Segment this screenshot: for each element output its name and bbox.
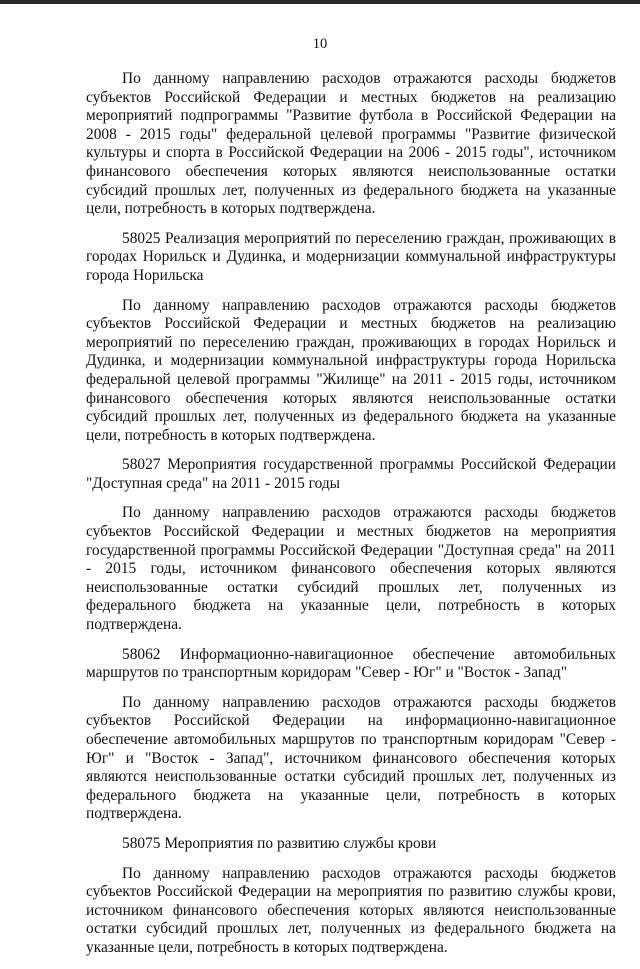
heading-58062: 58062 Информационно-навигационное обеспечение автомобильных маршрутов по транспортным коридорам "Север - Юг" и "Восток - Запад" bbox=[86, 645, 616, 682]
document-body bbox=[86, 70, 616, 969]
heading-58027: 58027 Мероприятия государственной программы Российской Федерации "Доступная среда" на 2011 - 2015 годы bbox=[86, 456, 616, 492]
paragraph-accessible-environment-expenses: По данному направлению расходов отражаются расходы бюджетов субъектов Российской Федерации и местных бюджетов на мероприятия государственной программы Российской Федерации "Доступная среда" на 2011 - 2015 годы, источником финансового обеспечения которых являются неиспользованные остатки субсидий прошлых лет, полученных из федерального бюджета на указанные цели, потребность в которых подтверждена. bbox=[86, 504, 616, 634]
heading-58025: 58025 Реализация мероприятий по переселению граждан, проживающих в городах Норильск и Дудинка, и модернизации коммунальной инфраструктуры города Норильска bbox=[86, 229, 616, 284]
heading-58075: 58075 Мероприятия по развитию службы крови bbox=[122, 834, 437, 852]
paragraph-football-expenses: По данному направлению расходов отражаются расходы бюджетов субъектов Российской Федерации и местных бюджетов на реализацию мероприятий подпрограммы "Развитие футбола в Российской Федерации на 2008 - 2015 годы" федеральной целевой программы "Развитие физической культуры и спорта в Российской Федерации на 2006 - 2015 годы", источником финансового обеспечения которых являются неиспользованные остатки субсидий прошлых лет, полученных из федерального бюджета на указанные цели, потребность в которых подтверждена. bbox=[86, 70, 616, 218]
page-top-edge bbox=[0, 0, 640, 4]
paragraph-navigation-expenses: По данному направлению расходов отражаются расходы бюджетов субъектов Российской Федерации на информационно-навигационное обеспечение автомобильных маршрутов по транспортным коридорам "Север - Юг" и "Восток - Запад", источником финансового обеспечения которых являются неиспользованные остатки субсидий прошлых лет, полученных из федерального бюджета на указанные цели, потребность в которых подтверждена. bbox=[86, 693, 616, 823]
page-number: 10 bbox=[312, 36, 328, 52]
paragraph-norilsk-expenses: По данному направлению расходов отражаются расходы бюджетов субъектов Российской Федерации и местных бюджетов на реализацию мероприятий по переселению граждан, проживающих в городах Норильск и Дудинка, и модернизации коммунальной инфраструктуры города Норильска федеральной целевой программы "Жилище" на 2011 - 2015 годы, источником финансового обеспечения которых являются неиспользованные остатки субсидий прошлых лет, полученных из федерального бюджета на указанные цели, потребность в которых подтверждена. bbox=[86, 296, 616, 444]
paragraph-blood-service-expenses: По данному направлению расходов отражаются расходы бюджетов субъектов Российской Федерации на мероприятия по развитию службы крови, источником финансового обеспечения которых являются неиспользованные остатки субсидий прошлых лет, полученных из федерального бюджета на указанные цели, потребность в которых подтверждена. bbox=[86, 864, 616, 956]
